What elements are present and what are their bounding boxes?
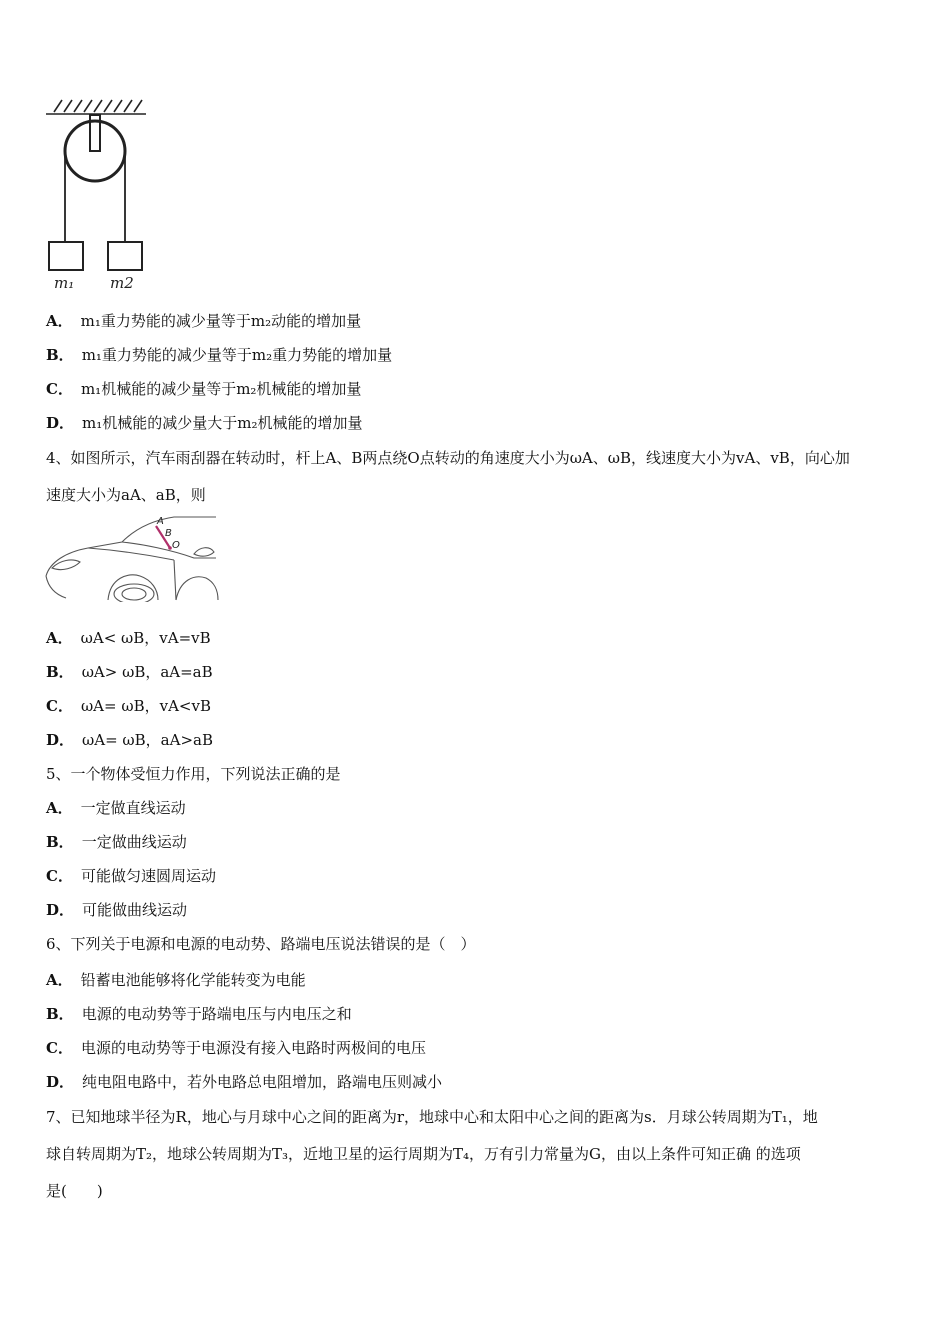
option-label: C． (46, 867, 73, 885)
option-label: C． (46, 697, 73, 715)
q6-option-a[interactable] (46, 970, 306, 990)
option-text: 电源的电动势等于电源没有接入电路时两极间的电压 (80, 1039, 426, 1057)
option-label: B． (46, 663, 74, 681)
rear-wheel-arch (176, 577, 218, 600)
q7-stem-line1: 7、已知地球半径为R，地心与月球中心之间的距离为r，地球中心和太阳中心之间的距离为s．月球公转周期为T₁，地 (46, 1108, 818, 1126)
door-line (174, 560, 176, 600)
q3-option-a[interactable] (46, 311, 361, 331)
q3-option-d[interactable] (46, 413, 363, 433)
option-label: D． (46, 731, 75, 749)
option-text: 一定做直线运动 (80, 799, 186, 817)
mass-block-m2 (108, 242, 142, 270)
pulley-figure (44, 96, 154, 292)
option-text: m₁机械能的减少量大于m₂机械能的增加量 (82, 414, 363, 432)
option-label: B． (46, 346, 74, 364)
q3-option-c[interactable] (46, 379, 361, 399)
label-m1: m₁ (54, 274, 75, 292)
q4-option-c[interactable] (46, 696, 211, 716)
option-text: 可能做曲线运动 (82, 901, 188, 919)
option-text: ωA< ωB，vA=vB (80, 629, 211, 647)
figure-label-b: B (165, 528, 172, 539)
figure-label-a: A (157, 516, 164, 527)
q3-option-b[interactable] (46, 345, 392, 365)
option-label: A． (46, 312, 73, 330)
q5-stem: 5、一个物体受恒力作用，下列说法正确的是 (46, 765, 341, 783)
q6-stem: 6、下列关于电源和电源的电动势、路端电压说法错误的是（ ） (46, 935, 476, 953)
option-text: m₁重力势能的减少量等于m₂重力势能的增加量 (81, 346, 393, 364)
q6-option-d[interactable] (46, 1072, 442, 1092)
option-label: A． (46, 971, 73, 989)
option-label: C． (46, 1039, 73, 1057)
option-text: m₁机械能的减少量等于m₂机械能的增加量 (80, 380, 362, 398)
q5-option-b[interactable] (46, 832, 187, 852)
q5-option-c[interactable] (46, 866, 216, 886)
bumper-line (46, 576, 66, 598)
front-wheel-hub (122, 588, 146, 600)
ceiling-hatch (46, 100, 146, 114)
mass-block-m1 (49, 242, 83, 270)
q4-option-a[interactable] (46, 628, 211, 648)
q5-option-a[interactable] (46, 798, 186, 818)
option-text: 电源的电动势等于路端电压与内电压之和 (81, 1005, 352, 1023)
option-label: D． (46, 1073, 75, 1091)
option-label: D． (46, 901, 75, 919)
option-text: 一定做曲线运动 (81, 833, 187, 851)
car-wiper-figure (44, 514, 219, 602)
option-label: C． (46, 380, 73, 398)
q4-option-b[interactable] (46, 662, 213, 682)
q4-option-d[interactable] (46, 730, 213, 750)
option-text: ωA= ωB，aA>aB (82, 731, 213, 749)
q7-stem-line3: 是( ) (46, 1182, 103, 1200)
option-text: ωA> ωB，aA=aB (81, 663, 213, 681)
q6-option-b[interactable] (46, 1004, 352, 1024)
q6-option-c[interactable] (46, 1038, 426, 1058)
side-mirror (194, 548, 214, 556)
hood-line (88, 548, 174, 560)
option-text: 可能做匀速圆周运动 (80, 867, 216, 885)
option-label: B． (46, 833, 74, 851)
front-wheel (114, 584, 154, 602)
option-label: B． (46, 1005, 74, 1023)
q7-stem-line2: 球自转周期为T₂，地球公转周期为T₃，近地卫星的运行周期为T₄，万有引力常量为G，由以上条件可知正确 的选项 (46, 1145, 801, 1163)
option-label: A． (46, 629, 73, 647)
option-text: ωA= ωB，vA<vB (80, 697, 211, 715)
q4-stem-line2: 速度大小为aA、aB，则 (46, 486, 206, 504)
option-label: D． (46, 414, 75, 432)
option-text: 纯电阻电路中，若外电路总电阻增加，路端电压则减小 (82, 1073, 443, 1091)
option-text: m₁重力势能的减少量等于m₂动能的增加量 (80, 312, 362, 330)
label-m2: m2 (110, 274, 134, 292)
option-text: 铅蓄电池能够将化学能转变为电能 (80, 971, 306, 989)
q4-stem-line1: 4、如图所示，汽车雨刮器在转动时，杆上A、B两点绕O点转动的角速度大小为ωA、ωB，线速度大小为vA、vB，向心加 (46, 449, 850, 467)
figure-label-o: O (172, 540, 180, 551)
q5-option-d[interactable] (46, 900, 187, 920)
front-wheel-arch (108, 575, 158, 600)
option-label: A． (46, 799, 73, 817)
